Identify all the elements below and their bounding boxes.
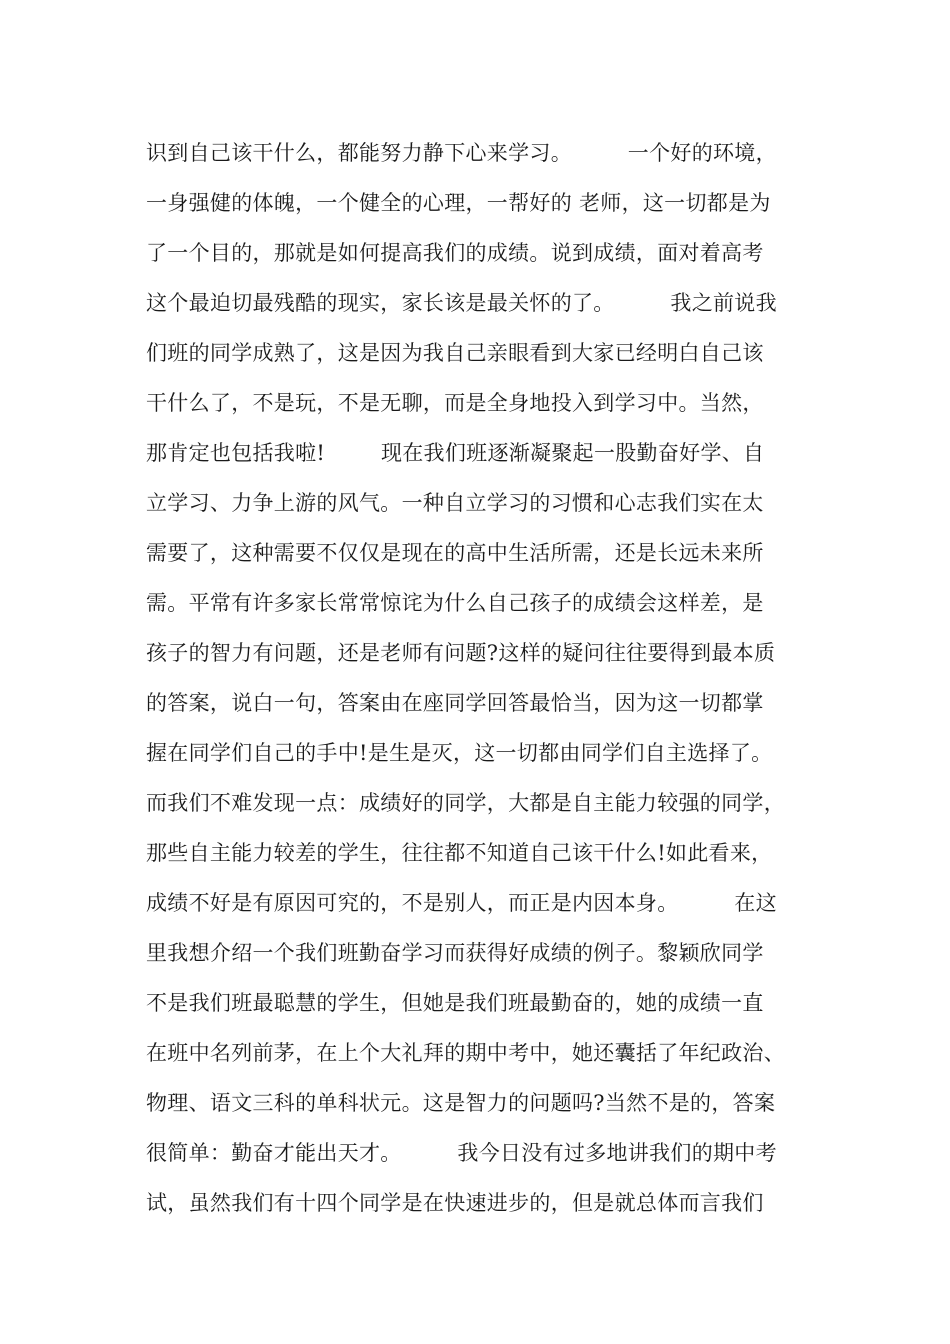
text-line: 了一个目的，那就是如何提高我们的成绩。说到成绩，面对着高考	[146, 241, 764, 265]
text-line: 孩子的智力有问题，还是老师有问题?这样的疑问往往要得到最本质	[146, 641, 776, 665]
text-line: 们班的同学成熟了，这是因为我自己亲眼看到大家已经明白自己该	[146, 341, 764, 365]
text-line: 立学习、力争上游的风气。一种自立学习的习惯和心志我们实在太	[146, 491, 764, 515]
text-line: 需要了，这种需要不仅仅是现在的高中生活所需，还是长远未来所	[146, 541, 764, 565]
text-line: 的答案，说白一句，答案由在座同学回答最恰当，因为这一切都掌	[146, 691, 764, 715]
text-line: 这个最迫切最残酷的现实，家长该是最关怀的了。 我之前说我	[146, 291, 777, 315]
text-line: 成绩不好是有原因可究的，不是别人，而正是内因本身。 在这	[146, 891, 777, 915]
text-line: 握在同学们自己的手中!是生是灭，这一切都由同学们自主选择了。	[146, 741, 773, 765]
body-text	[146, 128, 836, 1228]
text-line: 不是我们班最聪慧的学生，但她是我们班最勤奋的，她的成绩一直	[146, 991, 764, 1015]
text-line: 试，虽然我们有十四个同学是在快速进步的，但是就总体而言我们	[146, 1191, 764, 1215]
text-line: 识到自己该干什么，都能努力静下心来学习。 一个好的环境，	[146, 141, 777, 165]
text-line: 需。平常有许多家长常常惊诧为什么自己孩子的成绩会这样差，是	[146, 591, 764, 615]
text-line: 那些自主能力较差的学生，往往都不知道自己该干什么!如此看来，	[146, 841, 773, 865]
text-line: 物理、语文三科的单科状元。这是智力的问题吗?当然不是的，答案	[146, 1091, 776, 1115]
text-line: 那肯定也包括我啦! 现在我们班逐渐凝聚起一股勤奋好学、自	[146, 441, 765, 465]
text-line: 而我们不难发现一点：成绩好的同学，大都是自主能力较强的同学，	[146, 791, 785, 815]
text-line: 在班中名列前茅，在上个大礼拜的期中考中，她还囊括了年纪政治、	[146, 1041, 785, 1065]
text-line: 很简单：勤奋才能出天才。 我今日没有过多地讲我们的期中考	[146, 1141, 777, 1165]
text-line: 干什么了，不是玩，不是无聊，而是全身地投入到学习中。当然，	[146, 391, 764, 415]
text-line: 里我想介绍一个我们班勤奋学习而获得好成绩的例子。黎颖欣同学	[146, 941, 764, 965]
text-line: 一身强健的体魄，一个健全的心理，一帮好的 老师，这一切都是为	[146, 191, 771, 215]
